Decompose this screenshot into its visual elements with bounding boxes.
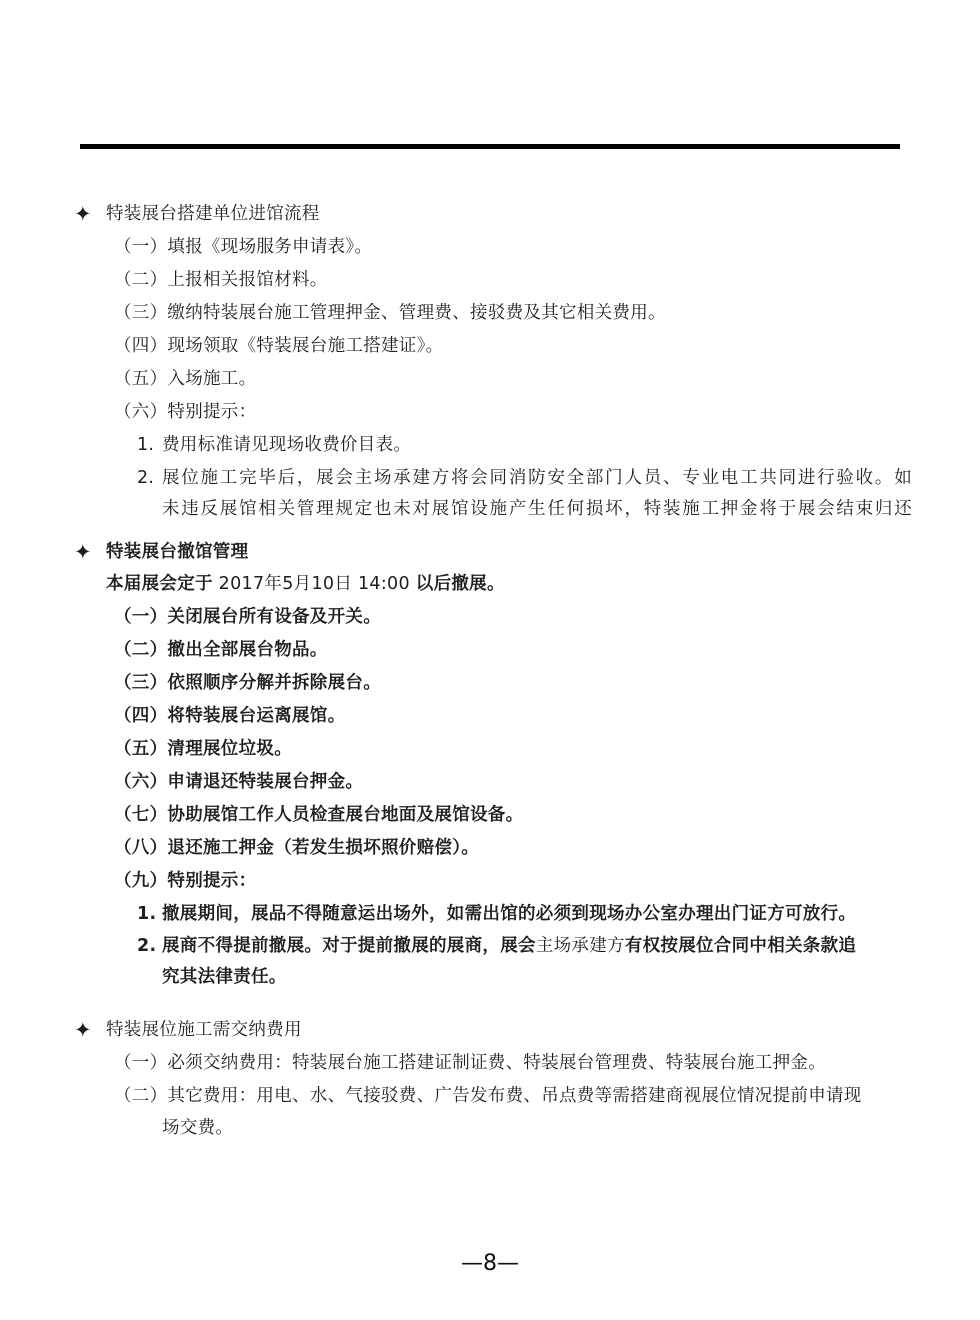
- tip-number: 1.: [137, 904, 157, 924]
- tip-text-part: 有权按展位合同中相关条款追: [624, 936, 857, 956]
- header-rule: [80, 144, 900, 149]
- list-item: （二）其它费用：用电、水、气接驳费、广告发布费、吊点费等需搭建商视展位情况提前申请现: [114, 1086, 862, 1106]
- star-bullet-icon: ✦: [74, 1018, 92, 1042]
- list-item: （一）必须交纳费用：特装展台施工搭建证制证费、特装展台管理费、特装展台施工押金。: [114, 1053, 826, 1073]
- list-item: （九）特别提示：: [114, 871, 257, 891]
- star-bullet-icon: ✦: [74, 202, 92, 226]
- list-item: （二）撤出全部展台物品。: [114, 640, 328, 660]
- intro-text: 以后撤展。: [415, 574, 505, 594]
- tip-number: 2.: [137, 936, 157, 956]
- intro-text: 本届展会定于: [106, 574, 213, 594]
- tip-text: [162, 935, 856, 957]
- list-item: （二）上报相关报馆材料。: [114, 270, 328, 290]
- list-item: （三）缴纳特装展台施工管理押金、管理费、接驳费及其它相关费用。: [114, 303, 666, 323]
- teardown-datetime: 2017年5月10日 14:00: [212, 574, 416, 594]
- list-item: （三）依照顺序分解并拆除展台。: [114, 673, 381, 693]
- list-item: （五）入场施工。: [114, 369, 257, 389]
- tip-text-continued: 究其法律责任。: [162, 967, 287, 987]
- list-item: （七）协助展馆工作人员检查展台地面及展馆设备。: [114, 805, 524, 825]
- list-item: （五）清理展位垃圾。: [114, 739, 292, 759]
- page-number: —8—: [461, 1251, 519, 1276]
- list-item-continued: 场交费。: [162, 1118, 234, 1138]
- list-item: （四）现场领取《特装展台施工搭建证》。: [114, 336, 444, 356]
- tip-text-continued: 未违反展馆相关管理规定也未对展馆设施产生任何损坏，特装施工押金将于展会结束归还: [162, 499, 912, 519]
- tip-text: 撤展期间，展品不得随意运出场外，如需出馆的必须到现场办公室办理出门证方可放行。: [162, 904, 857, 924]
- tip-text-part: 展商不得提前撤展。对于提前撤展的展商，展会: [162, 936, 536, 956]
- list-item: （一）关闭展台所有设备及开关。: [114, 607, 381, 627]
- section-heading: 特装展位施工需交纳费用: [106, 1020, 302, 1040]
- list-item: （八）退还施工押金（若发生损坏照价赔偿）。: [114, 838, 480, 858]
- list-item: （六）申请退还特装展台押金。: [114, 772, 364, 792]
- list-item: （四）将特装展台运离展馆。: [114, 706, 346, 726]
- tip-text: 展位施工完毕后，展会主场承建方将会同消防安全部门人员、专业电工共同进行验收。如: [162, 468, 912, 488]
- tip-text: 费用标准请见现场收费价目表。: [162, 435, 412, 455]
- tip-text-part: 主场承建方: [535, 936, 625, 956]
- section-heading: 特装展台搭建单位进馆流程: [106, 204, 320, 224]
- list-item: （六）特别提示：: [114, 402, 257, 422]
- teardown-intro: [106, 573, 505, 595]
- tip-number: 1.: [137, 435, 155, 455]
- tip-number: 2.: [137, 468, 155, 488]
- list-item: （一）填报《现场服务申请表》。: [114, 237, 373, 257]
- star-bullet-icon: ✦: [74, 540, 92, 564]
- section-heading: 特装展台撤馆管理: [106, 542, 249, 562]
